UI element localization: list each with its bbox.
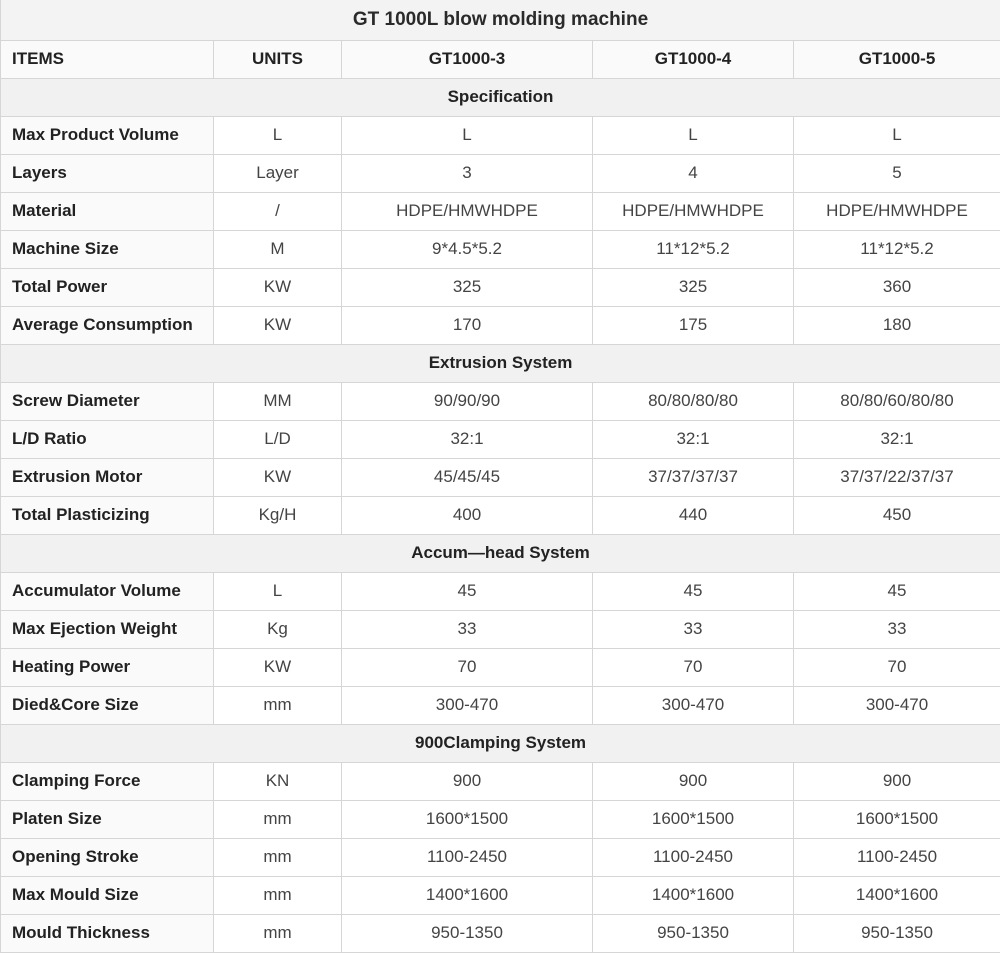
table-row <box>1 572 1000 610</box>
value-cell-model-3: 70 <box>794 648 1000 686</box>
unit-cell: mm <box>214 800 342 838</box>
table-row <box>1 382 1000 420</box>
section-title: Extrusion System <box>1 344 1000 382</box>
value-cell-model-1: 45 <box>342 572 593 610</box>
unit-cell: MM <box>214 382 342 420</box>
header-model-1: GT1000-3 <box>342 40 593 78</box>
table-row <box>1 458 1000 496</box>
section-title: 900Clamping System <box>1 724 1000 762</box>
item-name: Opening Stroke <box>1 838 214 876</box>
unit-cell: Kg <box>214 610 342 648</box>
value-cell-model-3: 37/37/22/37/37 <box>794 458 1000 496</box>
value-cell-model-3: 32:1 <box>794 420 1000 458</box>
item-name: Total Plasticizing <box>1 496 214 534</box>
item-name: Max Product Volume <box>1 116 214 154</box>
item-name: Material <box>1 192 214 230</box>
value-cell-model-3: 300-470 <box>794 686 1000 724</box>
value-cell-model-3: 1100-2450 <box>794 838 1000 876</box>
value-cell-model-2: 80/80/80/80 <box>593 382 794 420</box>
table-row <box>1 420 1000 458</box>
value-cell-model-2: 45 <box>593 572 794 610</box>
value-cell-model-2: 1100-2450 <box>593 838 794 876</box>
unit-cell: L <box>214 116 342 154</box>
section-title: Specification <box>1 78 1000 116</box>
table-body <box>1 0 1000 952</box>
value-cell-model-2: 32:1 <box>593 420 794 458</box>
table-row <box>1 838 1000 876</box>
table-row <box>1 154 1000 192</box>
value-cell-model-3: 900 <box>794 762 1000 800</box>
value-cell-model-3: 1600*1500 <box>794 800 1000 838</box>
value-cell-model-2: 950-1350 <box>593 914 794 952</box>
unit-cell: KW <box>214 458 342 496</box>
value-cell-model-1: 33 <box>342 610 593 648</box>
value-cell-model-3: 360 <box>794 268 1000 306</box>
value-cell-model-1: 300-470 <box>342 686 593 724</box>
value-cell-model-1: 1400*1600 <box>342 876 593 914</box>
value-cell-model-3: 80/80/60/80/80 <box>794 382 1000 420</box>
value-cell-model-1: L <box>342 116 593 154</box>
unit-cell: L/D <box>214 420 342 458</box>
value-cell-model-1: 3 <box>342 154 593 192</box>
value-cell-model-2: 900 <box>593 762 794 800</box>
table-row <box>1 876 1000 914</box>
value-cell-model-3: 5 <box>794 154 1000 192</box>
value-cell-model-1: 325 <box>342 268 593 306</box>
unit-cell: mm <box>214 686 342 724</box>
header-model-3: GT1000-5 <box>794 40 1000 78</box>
section-row <box>1 534 1000 572</box>
table-row <box>1 914 1000 952</box>
title-row <box>1 0 1000 40</box>
value-cell-model-1: 32:1 <box>342 420 593 458</box>
item-name: Died&Core Size <box>1 686 214 724</box>
value-cell-model-1: 9*4.5*5.2 <box>342 230 593 268</box>
item-name: Extrusion Motor <box>1 458 214 496</box>
value-cell-model-1: 1600*1500 <box>342 800 593 838</box>
table-row <box>1 268 1000 306</box>
unit-cell: KW <box>214 648 342 686</box>
value-cell-model-3: L <box>794 116 1000 154</box>
item-name: Machine Size <box>1 230 214 268</box>
table-row <box>1 648 1000 686</box>
value-cell-model-3: 33 <box>794 610 1000 648</box>
table-row <box>1 230 1000 268</box>
unit-cell: mm <box>214 914 342 952</box>
item-name: Mould Thickness <box>1 914 214 952</box>
value-cell-model-1: 90/90/90 <box>342 382 593 420</box>
unit-cell: / <box>214 192 342 230</box>
value-cell-model-1: 70 <box>342 648 593 686</box>
section-row <box>1 344 1000 382</box>
item-name: Average Consumption <box>1 306 214 344</box>
value-cell-model-3: HDPE/HMWHDPE <box>794 192 1000 230</box>
section-row <box>1 78 1000 116</box>
value-cell-model-3: 1400*1600 <box>794 876 1000 914</box>
unit-cell: mm <box>214 876 342 914</box>
table-row <box>1 800 1000 838</box>
item-name: Heating Power <box>1 648 214 686</box>
value-cell-model-2: 70 <box>593 648 794 686</box>
table-row <box>1 762 1000 800</box>
table-title: GT 1000L blow molding machine <box>1 0 1000 40</box>
value-cell-model-2: 1400*1600 <box>593 876 794 914</box>
value-cell-model-3: 45 <box>794 572 1000 610</box>
unit-cell: Kg/H <box>214 496 342 534</box>
header-row <box>1 40 1000 78</box>
value-cell-model-2: HDPE/HMWHDPE <box>593 192 794 230</box>
item-name: L/D Ratio <box>1 420 214 458</box>
value-cell-model-2: 175 <box>593 306 794 344</box>
value-cell-model-1: 45/45/45 <box>342 458 593 496</box>
item-name: Max Ejection Weight <box>1 610 214 648</box>
unit-cell: KN <box>214 762 342 800</box>
value-cell-model-2: 440 <box>593 496 794 534</box>
unit-cell: Layer <box>214 154 342 192</box>
item-name: Total Power <box>1 268 214 306</box>
value-cell-model-1: 950-1350 <box>342 914 593 952</box>
section-title: Accum—head System <box>1 534 1000 572</box>
header-model-2: GT1000-4 <box>593 40 794 78</box>
value-cell-model-2: 4 <box>593 154 794 192</box>
value-cell-model-1: 170 <box>342 306 593 344</box>
value-cell-model-3: 450 <box>794 496 1000 534</box>
value-cell-model-2: 325 <box>593 268 794 306</box>
unit-cell: mm <box>214 838 342 876</box>
unit-cell: KW <box>214 268 342 306</box>
section-row <box>1 724 1000 762</box>
value-cell-model-2: 37/37/37/37 <box>593 458 794 496</box>
value-cell-model-2: 11*12*5.2 <box>593 230 794 268</box>
value-cell-model-3: 950-1350 <box>794 914 1000 952</box>
value-cell-model-2: 300-470 <box>593 686 794 724</box>
item-name: Accumulator Volume <box>1 572 214 610</box>
item-name: Max Mould Size <box>1 876 214 914</box>
table-row <box>1 192 1000 230</box>
item-name: Layers <box>1 154 214 192</box>
item-name: Clamping Force <box>1 762 214 800</box>
value-cell-model-1: 900 <box>342 762 593 800</box>
value-cell-model-1: HDPE/HMWHDPE <box>342 192 593 230</box>
item-name: Screw Diameter <box>1 382 214 420</box>
header-units: UNITS <box>214 40 342 78</box>
table-row <box>1 610 1000 648</box>
value-cell-model-2: 1600*1500 <box>593 800 794 838</box>
unit-cell: M <box>214 230 342 268</box>
value-cell-model-1: 400 <box>342 496 593 534</box>
value-cell-model-3: 180 <box>794 306 1000 344</box>
table-row <box>1 496 1000 534</box>
value-cell-model-1: 1100-2450 <box>342 838 593 876</box>
item-name: Platen Size <box>1 800 214 838</box>
value-cell-model-2: 33 <box>593 610 794 648</box>
table-row <box>1 116 1000 154</box>
value-cell-model-3: 11*12*5.2 <box>794 230 1000 268</box>
table-row <box>1 306 1000 344</box>
value-cell-model-2: L <box>593 116 794 154</box>
unit-cell: KW <box>214 306 342 344</box>
unit-cell: L <box>214 572 342 610</box>
header-items: ITEMS <box>1 40 214 78</box>
table-row <box>1 686 1000 724</box>
